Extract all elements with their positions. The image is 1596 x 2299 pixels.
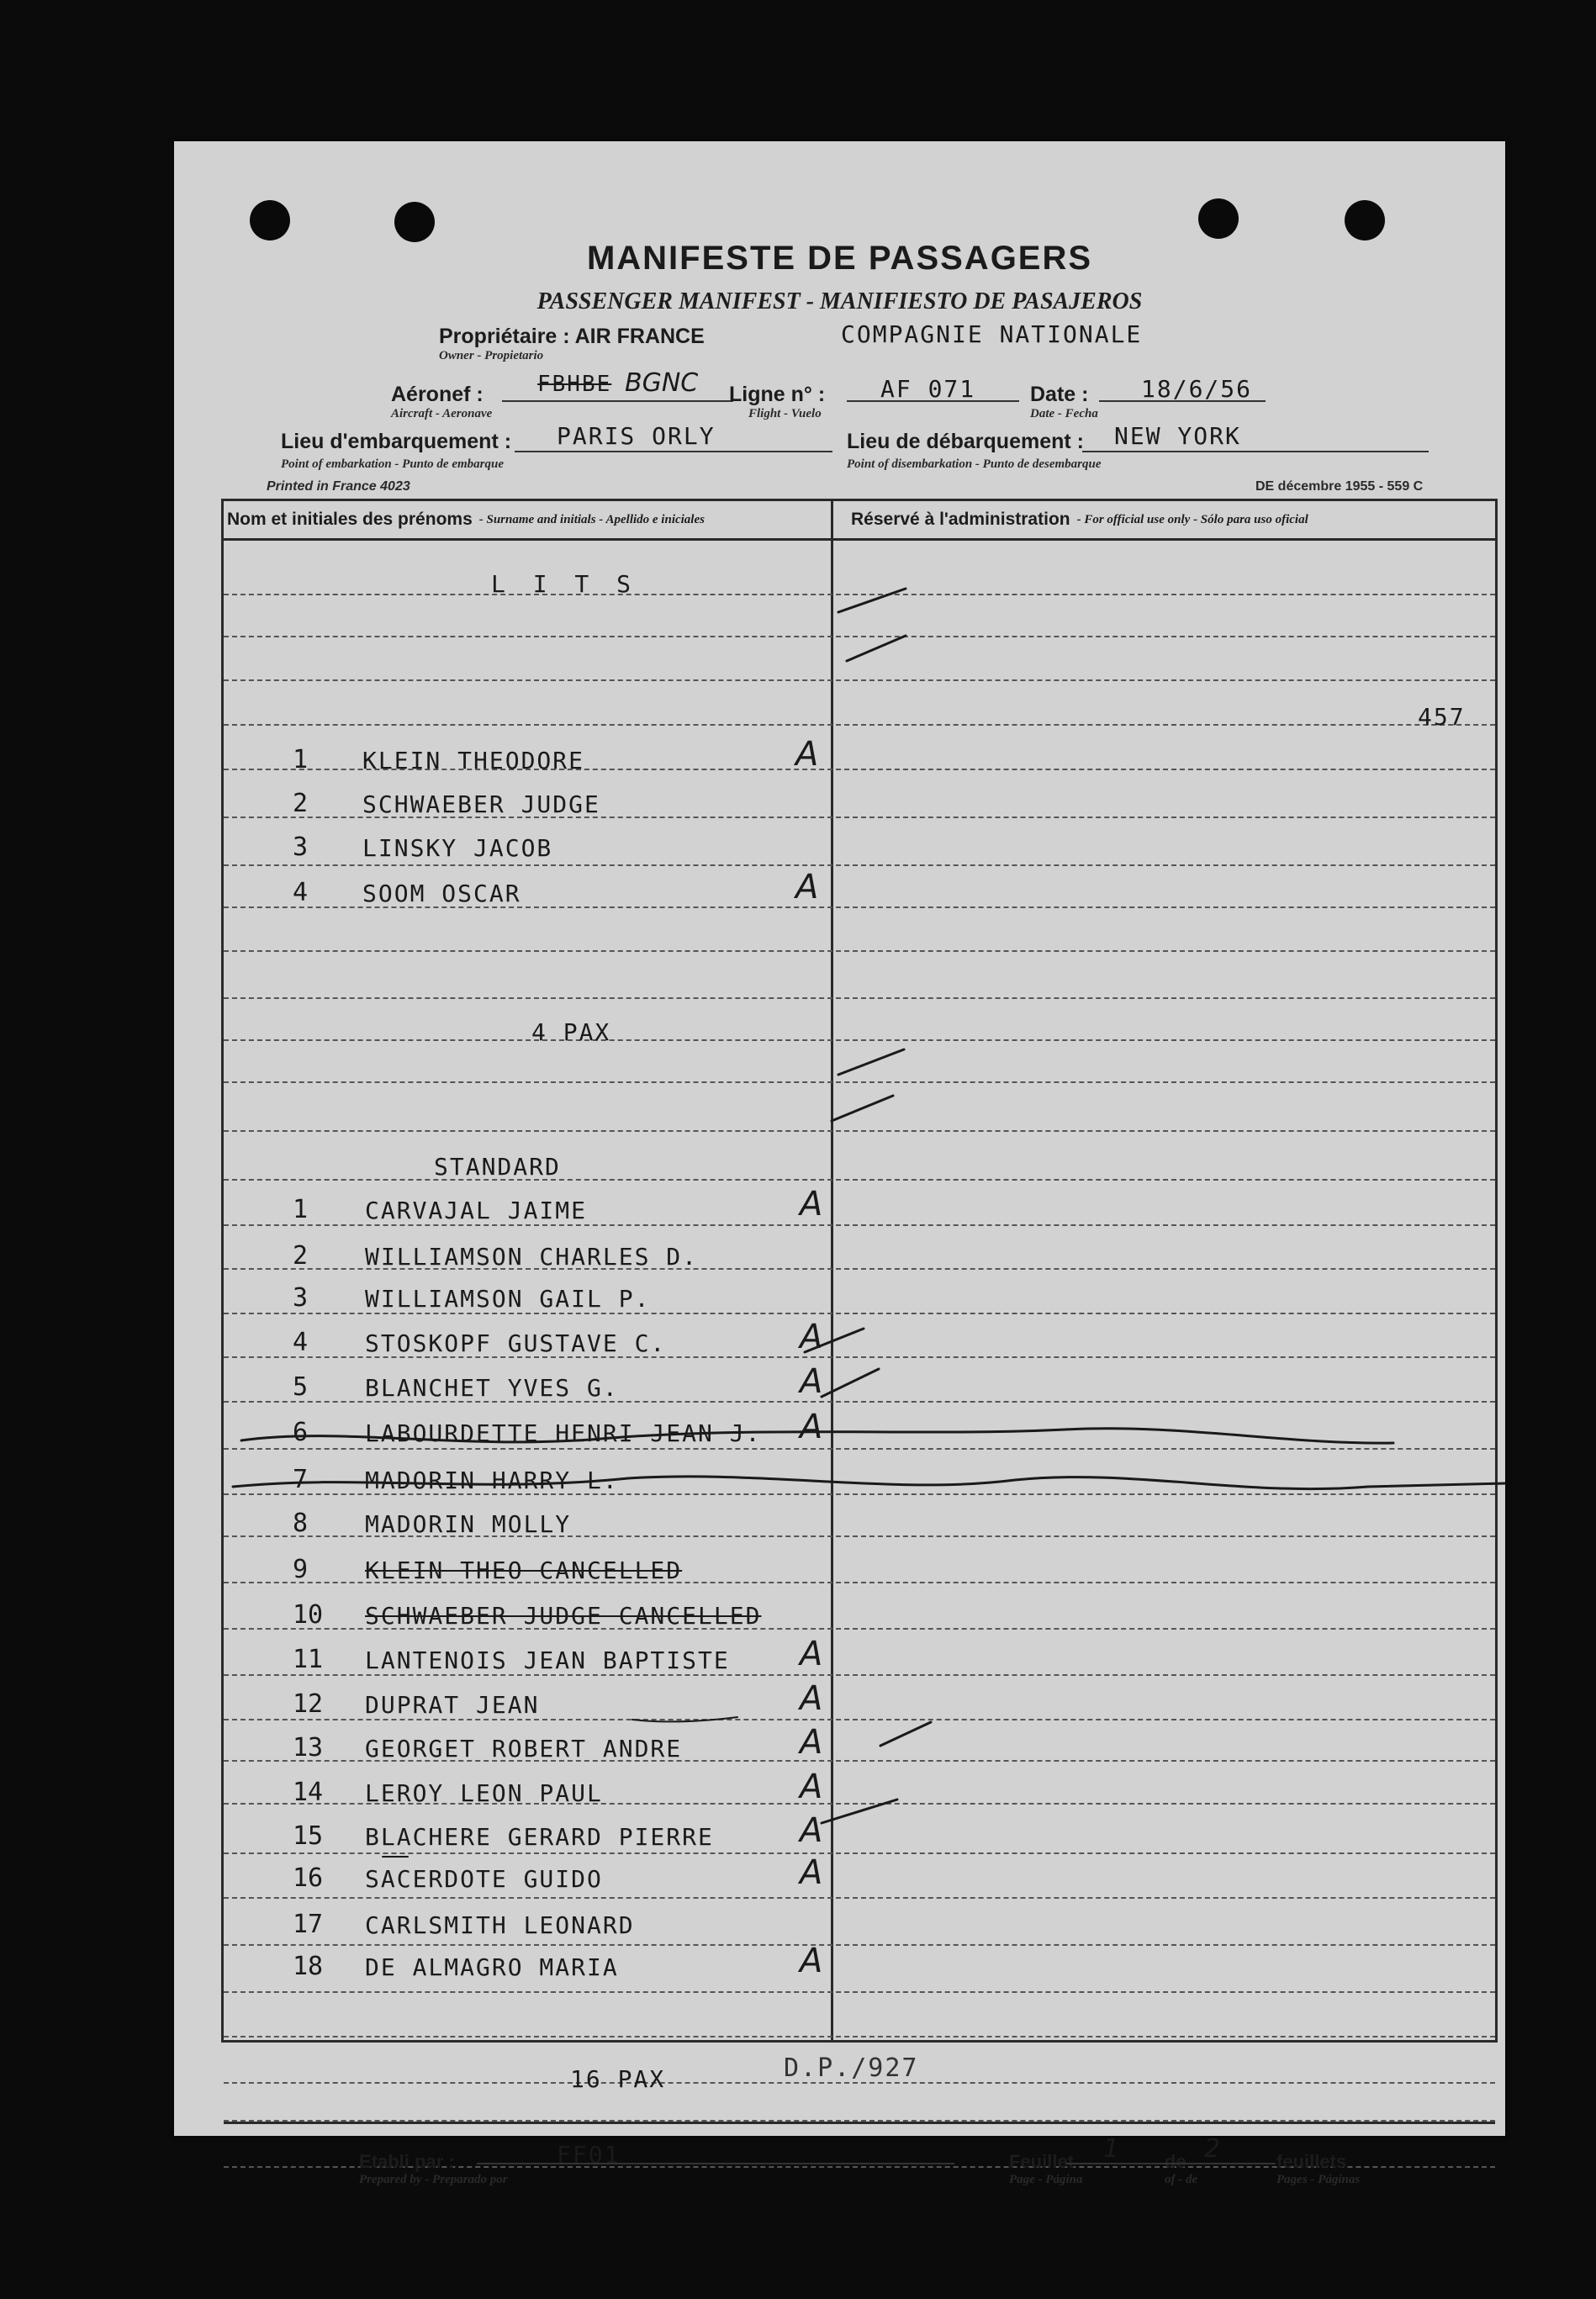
flight-sublabel: Flight - Vuelo [748,407,822,420]
passenger-name: LANTENOIS JEAN BAPTISTE [365,1646,730,1674]
embark-sublabel: Point of embarkation - Punto de embarque [281,457,505,471]
embark-label: Lieu d'embarquement : [281,430,512,453]
passenger-name: WILLIAMSON CHARLES D. [365,1243,699,1271]
row-number: 17 [293,1910,324,1939]
punch-hole [394,202,435,242]
punch-hole [250,200,290,240]
row-rule [224,1179,1495,1181]
owner-label: Propriétaire : AIR FRANCE [439,325,705,348]
passenger-name: MADORIN HARRY L. [365,1467,619,1494]
row-rule [224,1130,1495,1132]
disembark-sublabel: Point of disembarkation - Punto de desembarque [847,457,1102,471]
row-rule [224,1039,1495,1041]
row-rule [224,950,1495,952]
form-code: DE décembre 1955 - 559 C [1255,479,1424,494]
lits-total: 4 PAX [531,1018,611,1046]
row-number: 9 [293,1555,309,1584]
manifest-sheet [174,141,1505,2186]
flight-underline [847,400,1019,402]
row-rule [224,1674,1495,1676]
row-number: 16 [293,1863,324,1893]
embark-value: PARIS ORLY [557,422,716,450]
name-column-header [227,501,705,538]
arrival-mark: A [800,1318,823,1356]
row-rule [224,1897,1495,1899]
sheet-value: 1 [1103,2134,1120,2164]
passenger-name: DUPRAT JEAN [365,1691,540,1719]
footer-rule [224,2122,1495,2124]
row-number: 2 [293,1241,309,1271]
passenger-name: WILLIAMSON GAIL P. [365,1285,651,1313]
row-number: 1 [293,745,309,774]
arrival-mark: A [800,1362,823,1401]
passenger-name: LABOURDETTE HENRI JEAN J. [365,1419,762,1447]
row-rule [224,636,1495,637]
arrival-mark: A [800,1853,823,1892]
arrival-mark: A [800,1635,823,1673]
disembark-value: NEW YORK [1114,422,1241,450]
admin-column-header [851,501,1308,538]
row-rule [224,724,1495,726]
flight-label: Ligne n° : [729,383,826,406]
row-number: 1 [293,1195,309,1224]
date-underline [1099,400,1266,402]
punch-hole [1345,200,1385,240]
admin-note: 457 [1418,703,1466,731]
of-sublabel: of - de [1165,2173,1198,2186]
passenger-name: SACERDOTE GUIDO [365,1865,603,1893]
header-rule [224,538,1495,541]
aircraft-value: BGNC [625,368,699,398]
embark-underline [515,451,832,452]
column-separator [831,501,833,2040]
prepared-value: FF01 [557,2141,621,2169]
row-rule [224,1224,1495,1226]
row-rule [224,2036,1495,2037]
passenger-name: BLANCHET YVES G. [365,1374,619,1402]
row-rule [224,1081,1495,1083]
passenger-name: MADORIN MOLLY [365,1510,572,1538]
row-rule [224,1944,1495,1946]
owner-value: COMPAGNIE NATIONALE [841,320,1143,348]
sheet-sublabel: Page - Página [1009,2173,1083,2186]
date-label: Date : [1030,383,1089,406]
disembark-label: Lieu de débarquement : [847,430,1084,453]
passenger-name: BLACHERE GERARD PIERRE [365,1823,714,1851]
admin-column-subtitle: - For official use only - Sólo para uso oficial [1076,512,1308,526]
row-number: 15 [293,1821,324,1851]
row-number: 4 [293,1328,309,1357]
row-number: 6 [293,1418,309,1447]
row-number: 14 [293,1778,324,1807]
passenger-name: LINSKY JACOB [362,834,553,862]
passenger-name: STOSKOPF GUSTAVE C. [365,1329,667,1357]
row-rule [224,864,1495,866]
passenger-name: CARVAJAL JAIME [365,1197,588,1224]
date-value: 18/6/56 [1141,375,1253,403]
arrival-mark: A [800,1185,823,1223]
standard-heading: STANDARD [434,1153,561,1181]
sheet-label: Feuillet [1009,2151,1075,2172]
passenger-name: SCHWAEBER JUDGE CANCELLED [365,1602,762,1630]
row-number: 7 [293,1465,309,1494]
of-value: 2 [1204,2134,1221,2164]
passenger-name: KLEIN THEODORE [362,747,585,774]
row-number: 13 [293,1733,324,1763]
name-column-subtitle: - Surname and initials - Apellido e iniciales [478,512,705,526]
sheet-underline [1065,2163,1276,2164]
passenger-name: CARLSMITH LEONARD [365,1911,635,1939]
row-number: 5 [293,1372,309,1402]
sheets-label: feuillets [1276,2151,1347,2172]
stamp-number: D.P./927 [784,2053,919,2083]
prepared-sublabel: Prepared by - Preparado por [359,2173,508,2186]
arrival-mark: A [795,735,819,774]
passenger-name: DE ALMAGRO MARIA [365,1953,619,1981]
arrival-mark: A [800,1768,823,1806]
row-number: 18 [293,1952,324,1981]
standard-total: 16 PAX [570,2065,666,2093]
printed-note: Printed in France 4023 [267,479,410,494]
page-subtitle: PASSENGER MANIFEST - MANIFIESTO DE PASAJEROS [536,288,1143,314]
row-number: 2 [293,789,309,818]
row-number: 10 [293,1600,324,1630]
of-label: de [1165,2151,1186,2172]
flight-value: AF 071 [880,375,976,403]
row-rule [224,1852,1495,1854]
row-rule [224,997,1495,999]
punch-hole [1198,198,1239,239]
row-number: 12 [293,1689,324,1719]
row-number: 3 [293,1283,309,1313]
aircraft-underline [502,400,733,402]
name-column-title: Nom et initiales des prénoms [227,510,473,529]
arrival-mark: A [800,1811,823,1850]
arrival-mark: A [795,868,819,906]
row-rule [224,1991,1495,1993]
aircraft-sublabel: Aircraft - Aeronave [391,407,493,420]
row-number: 3 [293,832,309,862]
disembark-underline [1082,451,1429,452]
row-number: 11 [293,1645,324,1674]
admin-column-title: Réservé à l'administration [851,510,1070,529]
row-rule [224,1719,1495,1720]
arrival-mark: A [800,1723,823,1762]
aircraft-label: Aéronef : [391,383,484,406]
lits-heading: L I T S [491,570,638,598]
row-rule [224,1313,1495,1314]
arrival-mark: A [800,1679,823,1718]
row-number: 8 [293,1509,309,1538]
passenger-name: GEORGET ROBERT ANDRE [365,1735,683,1763]
passenger-name: SCHWAEBER JUDGE [362,790,600,818]
passenger-name: LEROY LEON PAUL [365,1779,603,1807]
passenger-name: KLEIN THEO CANCELLED [365,1556,683,1584]
sheets-sublabel: Pages - Páginas [1276,2173,1361,2186]
prepared-label: Etabli par : [359,2151,455,2172]
row-rule [224,1448,1495,1450]
arrival-mark: A [800,1408,823,1446]
row-rule [224,594,1495,595]
row-number: 4 [293,878,309,907]
row-rule [224,679,1495,681]
page-title: MANIFESTE DE PASSAGERS [586,240,1093,277]
owner-sublabel: Owner - Propietario [439,349,544,362]
date-sublabel: Date - Fecha [1030,407,1098,420]
arrival-mark: A [800,1942,823,1980]
prepared-underline [477,2163,954,2164]
aircraft-value-struck: FBHBE [537,372,612,397]
passenger-name: SOOM OSCAR [362,880,521,907]
